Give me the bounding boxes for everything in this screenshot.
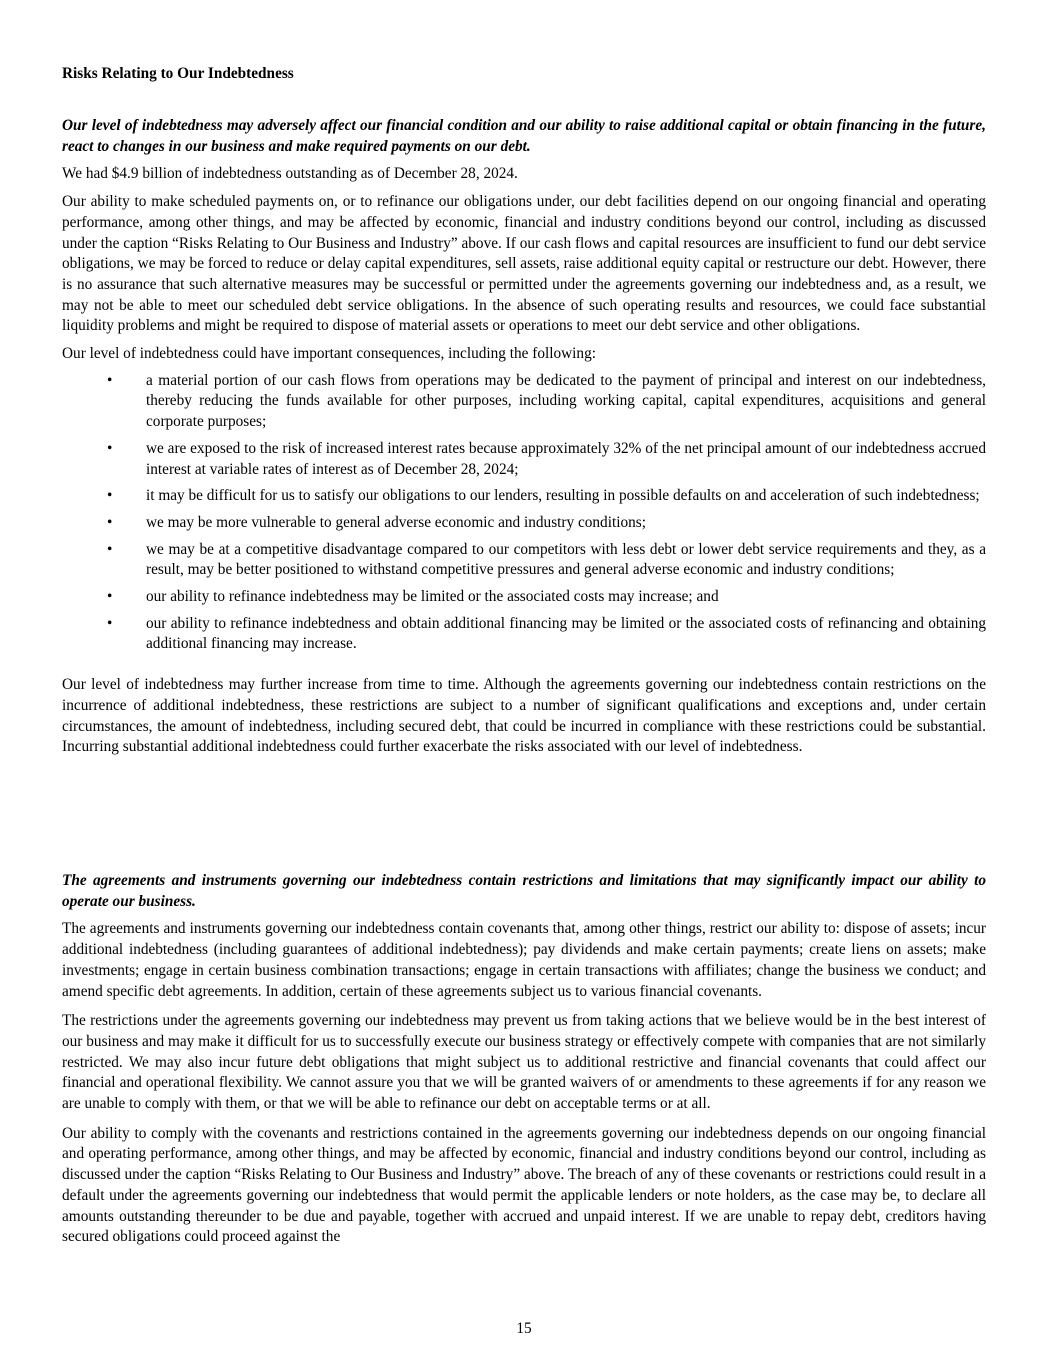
covenants-paragraph: The agreements and instruments governing our indebtedness contain covenants that, among other things, restrict our ability to: dispose of assets; incur additional indebtedness (including guarantees of additional indebtedness); pay dividends and make certain payments; create liens on assets; make investments; engage in certain business combination transactions; engage in certain transactions with affiliates; change the business we conduct; and amend specific debt agreements. In addition, certain of these agreements subject us to various financial covenants.	[62, 920, 986, 1000]
list-item	[62, 614, 986, 655]
further-increase-paragraph: Our level of indebtedness may further increase from time to time. Although the agreements governing our indebtedness contain restrictions on the incurrence of additional indebtedness, these restrictions are subject to a number of significant qualifications and exceptions and, under certain circumstances, the amount of indebtedness, including secured debt, that could be incurred in compliance with these restrictions could be substantial. Incurring substantial additional indebtedness could further exacerbate the risks associated with our level of indebtedness.	[62, 676, 986, 756]
consequences-intro-paragraph: Our level of indebtedness could have important consequences, including the following:	[62, 345, 596, 363]
bullet-icon: •	[107, 540, 113, 558]
compliance-paragraph: Our ability to comply with the covenants and restrictions contained in the agreements governing our indebtedness depends on our ongoing financial and operating performance, among other things, and may be affected by economic, financial and industry conditions beyond our control, including as discussed under the caption “Risks Relating to Our Business and Industry” above. The breach of any of these covenants or restrictions could result in a default under the agreements governing our indebtedness that would permit the applicable lenders or note holders, as the case may be, to declare all amounts outstanding thereunder to be due and payable, together with accrued and unpaid interest. If we are unable to repay debt, creditors having secured obligations could proceed against the	[62, 1124, 986, 1246]
list-item-text: our ability to refinance indebtedness and obtain additional financing may be limited or the associated costs of refinancing and obtaining additional financing may increase.	[146, 614, 986, 653]
list-item-text: a material portion of our cash flows from operations may be dedicated to the payment of principal and interest on our indebtedness, thereby reducing the funds available for other purposes, including working capital, capital expenditures, acquisitions and general corporate purposes;	[146, 371, 986, 431]
list-item	[62, 371, 986, 433]
indebtedness-amount-paragraph: We had $4.9 billion of indebtedness outstanding as of December 28, 2024.	[62, 165, 518, 183]
list-item-text: our ability to refinance indebtedness may be limited or the associated costs may increase; and	[146, 588, 719, 606]
list-item	[62, 486, 986, 507]
list-item-text: it may be difficult for us to satisfy our obligations to our lenders, resulting in possible defaults on and acceleration of such indebtedness;	[146, 487, 980, 505]
risk-heading-2: The agreements and instruments governing our indebtedness contain restrictions and limitations that may significantly impact our ability to operate our business.	[62, 872, 986, 910]
list-item-text: we may be more vulnerable to general adverse economic and industry conditions;	[146, 513, 646, 531]
bullet-icon: •	[107, 487, 113, 505]
risk-factor-1	[62, 116, 986, 758]
bullet-icon: •	[107, 371, 113, 389]
debt-payments-paragraph: Our ability to make scheduled payments on, or to refinance our obligations under, our debt facilities depend on our ongoing financial and operating performance, among other things, and may be affected by economic, financial and industry conditions beyond our control, including as discussed under the caption “Risks Relating to Our Business and Industry” above. If our cash flows and capital resources are insufficient to fund our debt service obligations, we may be forced to reduce or delay capital expenditures, sell assets, raise additional equity capital or restructure our debt. However, there is no assurance that such alternative measures may be successful or permitted under the agreements governing our indebtedness and, as a result, we may not be able to meet our scheduled debt service obligations. In the absence of such operating results and resources, we could face substantial liquidity problems and might be required to dispose of material assets or operations to meet our debt service and other obligations.	[62, 193, 986, 335]
bullet-icon: •	[107, 513, 113, 531]
consequences-list	[62, 371, 986, 655]
bullet-icon: •	[107, 588, 113, 606]
list-item	[62, 513, 986, 534]
section-title: Risks Relating to Our Indebtedness	[62, 65, 294, 82]
list-item	[62, 439, 986, 480]
list-item	[62, 540, 986, 581]
list-item	[62, 587, 986, 608]
risk-heading-1: Our level of indebtedness may adversely affect our financial condition and our ability to raise additional capital or obtain financing in the future, react to changes in our business and make required payments on our debt.	[62, 117, 986, 155]
page-number: 15	[516, 1320, 532, 1337]
bullet-icon: •	[107, 614, 113, 632]
list-item-text: we may be at a competitive disadvantage compared to our competitors with less debt or lower debt service requirements and they, as a result, may be better positioned to withstand competitive pressures and general adverse economic and industry conditions;	[146, 540, 986, 579]
risk-factor-2	[62, 871, 986, 1248]
bullet-icon: •	[107, 439, 113, 457]
restrictions-paragraph: The restrictions under the agreements governing our indebtedness may prevent us from taking actions that we believe would be in the best interest of our business and may make it difficult for us to successfully execute our business strategy or effectively compete with companies that are not similarly restricted. We may also incur future debt obligations that might subject us to additional restrictive and financial covenants that could affect our financial and operational flexibility. We cannot assure you that we will be granted waivers of or amendments to these agreements if for any reason we are unable to comply with them, or that we will be able to refinance our debt on acceptable terms or at all.	[62, 1012, 986, 1113]
list-item-text: we are exposed to the risk of increased interest rates because approximately 32% of the net principal amount of our indebtedness accrued interest at variable rates of interest as of December 28, 2024;	[146, 439, 986, 478]
